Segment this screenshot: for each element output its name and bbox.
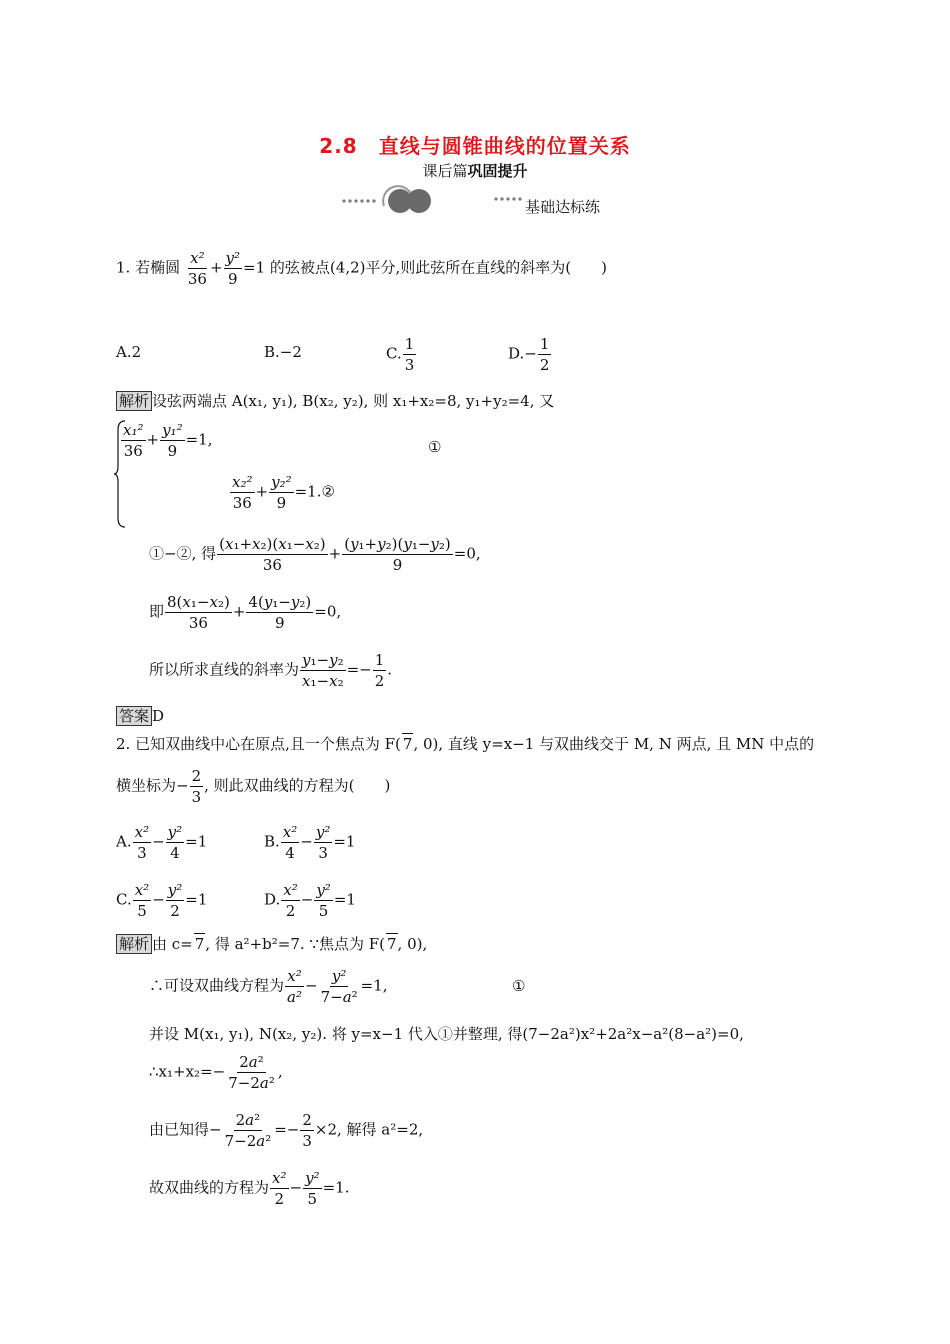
- eq2-tail: =1.②: [294, 482, 335, 501]
- q2-analysis-2: ∴可设双曲线方程为 $\frac{\text{x²}}{\text{a²}}$ − $\frac{\text{y²}}{\text{7−a²}}$ =1,: [149, 967, 388, 1006]
- q1-option-d-label: D.−: [508, 344, 537, 363]
- q2-option-a: A. $\frac{\text{x²}}{3}$ − $\frac{\text{y²}}{4}$ =1: [116, 823, 208, 862]
- fraction: $\frac{2}{3}$: [191, 767, 202, 806]
- subtitle-bold: 巩固提升: [467, 162, 528, 180]
- q2-analysis-3: 并设 M(x₁, y₁), N(x₂, y₂). 将 y=x−1 代入①并整理, 得(7−2a²)x²+2a²x−a²(8−a²)=0,: [149, 1025, 744, 1043]
- q1-prefix: 1. 若椭圆: [116, 258, 181, 277]
- q1-step2: 即 $\frac{\text{8(x₁−x₂)}}{36}$ + $\frac{\text{4(y₁−y₂)}}{9}$ =0,: [149, 593, 342, 632]
- fraction: $\frac{\text{y²}}{9}$: [225, 249, 241, 288]
- q1-eq1: $\frac{\text{x₁²}}{36}$ + $\frac{\text{y₁²}}{9}$ =1,: [123, 421, 213, 460]
- fraction: $\frac{\text{2a²}}{\text{7−2a²}}$: [224, 1111, 272, 1150]
- a1-prefix: 由 c=: [152, 935, 193, 953]
- q2-analysis-5: [149, 1110, 423, 1151]
- answer-value: D: [152, 707, 165, 725]
- a5-mid: =−: [274, 1120, 300, 1139]
- step3-prefix: 所以所求直线的斜率为: [149, 660, 300, 679]
- answer-tag: 答案: [116, 706, 152, 726]
- q1-step1: ①−②, 得 $\frac{\text{(x₁+x₂)(x₁−x₂)}}{36}$ + $\frac{\text{(y₁+y₂)(y₁−y₂)}}{9}$ =0,: [149, 535, 481, 574]
- q2-line2-prefix: 横坐标为−: [116, 776, 189, 795]
- page-title: 2.8 直线与圆锥曲线的位置关系: [319, 134, 631, 158]
- a6-tail: =1.: [322, 1178, 350, 1197]
- fraction: $\frac{\text{x²}}{2}$: [283, 881, 298, 920]
- fraction: $\frac{\text{y²}}{2}$: [167, 881, 183, 920]
- q1-suffix: =1 的弦被点(4,2)平分,则此弦所在直线的斜率为( ): [243, 258, 607, 277]
- fraction: $\frac{\text{x²}}{2}$: [272, 1169, 287, 1208]
- fraction: $\frac{\text{2a²}}{\text{7−2a²}}$: [228, 1053, 275, 1092]
- a5-prefix: 由已知得−: [149, 1120, 222, 1139]
- q2-option-d: D. $\frac{\text{x²}}{2}$ − $\frac{\text{y²}}{5}$ =1: [264, 881, 356, 920]
- fraction: $\frac{\text{x₂²}}{36}$: [232, 473, 253, 512]
- q2-analysis-4: [149, 1052, 283, 1093]
- q2-analysis-1: 解析 由 c= 7, 得 a²+b²=7. ∵焦点为 F( 7, 0),: [116, 933, 427, 954]
- q2-analysis-6: 故双曲线的方程为 $\frac{\text{x²}}{2}$ − $\frac{\text{y²}}{5}$ =1.: [149, 1169, 350, 1208]
- step1-tail: =0,: [453, 544, 481, 563]
- fraction: $\frac{\text{y²}}{5}$: [316, 881, 331, 920]
- eq-tail: =1: [333, 890, 356, 909]
- fraction: $\frac{\text{8(x₁−x₂)}}{36}$: [167, 593, 230, 632]
- q2-option-d-label: D.: [264, 890, 281, 909]
- a5-tail: ×2, 解得 a²=2,: [314, 1120, 424, 1139]
- fraction: $\frac{\text{x²}}{5}$: [134, 881, 150, 920]
- q1-option-c-label: C.: [386, 344, 402, 363]
- fraction: $\frac{\text{x²}}{4}$: [282, 823, 298, 862]
- fraction: $\frac{\text{y²}}{3}$: [315, 823, 331, 862]
- section-label: 基础达标练: [525, 198, 601, 216]
- fraction: $\frac{\text{y₁−y₂}}{\text{x₁−x₂}}$: [302, 651, 344, 690]
- q1-stem: 1. 若椭圆 $\frac{\text{x²}}{36}$ + $\frac{\text{y²}}{9}$ =1 的弦被点(4,2)平分,则此弦所在直线的斜率为( ): [116, 249, 607, 288]
- q2-option-a-label: A.: [116, 832, 132, 851]
- q1-intro-text: 设弦两端点 A(x₁, y₁), B(x₂, y₂), 则 x₁+x₂=8, y₁+y₂=4, 又: [152, 392, 555, 410]
- q1-option-a: A.2: [116, 343, 142, 361]
- a2-tail: =1,: [360, 976, 388, 995]
- a1-tail: , 0),: [397, 935, 428, 953]
- q2-option-c-label: C.: [116, 890, 132, 909]
- eq1-mark: ①: [428, 438, 442, 456]
- fraction: $\frac{\text{y²}}{5}$: [305, 1169, 320, 1208]
- q2-stem-line2: [116, 766, 390, 807]
- step2-prefix: 即: [149, 602, 165, 621]
- step3-mid: =−: [346, 660, 372, 679]
- fraction: $\frac{\text{y₂²}}{9}$: [271, 473, 292, 512]
- fraction: $\frac{\text{x₁²}}{36}$: [123, 421, 144, 460]
- step1-prefix: ①−②, 得: [149, 544, 217, 563]
- q2-option-c: C. $\frac{\text{x²}}{5}$ − $\frac{\text{y²}}{2}$ =1: [116, 881, 208, 920]
- fraction: $\frac{\text{x²}}{36}$: [187, 249, 207, 288]
- step2-tail: =0,: [314, 602, 342, 621]
- a6-prefix: 故双曲线的方程为: [149, 1178, 270, 1197]
- fraction: $\frac{1}{2}$: [374, 651, 385, 690]
- fraction: $\frac{\text{x²}}{\text{a²}}$: [287, 967, 302, 1006]
- step3-tail: .: [387, 660, 393, 679]
- fraction: $\frac{\text{y₁²}}{9}$: [162, 421, 183, 460]
- analysis-tag: 解析: [116, 391, 152, 411]
- q1-answer: [116, 706, 164, 726]
- analysis-tag: 解析: [116, 934, 152, 954]
- q2-line2-tail: , 则此双曲线的方程为( ): [204, 776, 391, 795]
- a4-prefix: ∴x₁+x₂=−: [149, 1062, 226, 1081]
- a1-mid: , 得 a²+b²=7. ∵焦点为 F(: [205, 935, 385, 953]
- q2-stem-line1: 2. 已知双曲线中心在原点,且一个焦点为 F( 7, 0), 直线 y=x−1 与双曲线交于 M, N 两点, 且 MN 中点的: [116, 735, 815, 753]
- subtitle: [0, 160, 950, 181]
- fraction: $\frac{\text{y²}}{4}$: [167, 823, 183, 862]
- q2-line1b: , 0), 直线 y=x−1 与双曲线交于 M, N 两点, 且 MN 中点的: [413, 735, 815, 753]
- fraction: $\frac{\text{4(y₁−y₂)}}{9}$: [248, 593, 312, 632]
- fraction: $\frac{\text{x²}}{3}$: [134, 823, 150, 862]
- fraction: $\frac{\text{y²}}{\text{7−a²}}$: [320, 967, 358, 1006]
- q1-analysis-intro: [116, 391, 554, 411]
- fraction: $\frac{\text{(x₁+x₂)(x₁−x₂)}}{36}$: [219, 535, 326, 574]
- q2-line1: 2. 已知双曲线中心在原点,且一个焦点为 F(: [116, 735, 401, 753]
- q1-option-b: B.−2: [264, 343, 302, 361]
- fraction: $\frac{\text{(y₁+y₂)(y₁−y₂)}}{9}$: [344, 535, 451, 574]
- q2-option-b: B. $\frac{\text{x²}}{4}$ − $\frac{\text{y²}}{3}$ =1: [264, 823, 356, 862]
- q2-option-b-label: B.: [264, 832, 280, 851]
- q1-step3: [149, 650, 392, 691]
- q1-option-c: [386, 334, 417, 375]
- fraction: $\frac{2}{3}$: [302, 1111, 312, 1150]
- q1-eq2: $\frac{\text{x₂²}}{36}$ + $\frac{\text{y₂²}}{9}$ =1.②: [232, 473, 335, 512]
- eq1-tail: =1,: [185, 430, 213, 449]
- eq-tail: =1: [185, 832, 208, 851]
- a4-tail: ,: [277, 1062, 283, 1081]
- fraction: $\frac{1}{2}$: [539, 335, 550, 374]
- fraction: $\frac{1}{3}$: [404, 335, 415, 374]
- q1-option-d: [508, 334, 552, 375]
- eq-tail: =1: [333, 832, 356, 851]
- subtitle-plain: 课后篇: [422, 162, 468, 180]
- a2-prefix: ∴可设双曲线方程为: [149, 976, 285, 995]
- a2-mark: ①: [512, 977, 526, 995]
- eq-tail: =1: [185, 890, 208, 909]
